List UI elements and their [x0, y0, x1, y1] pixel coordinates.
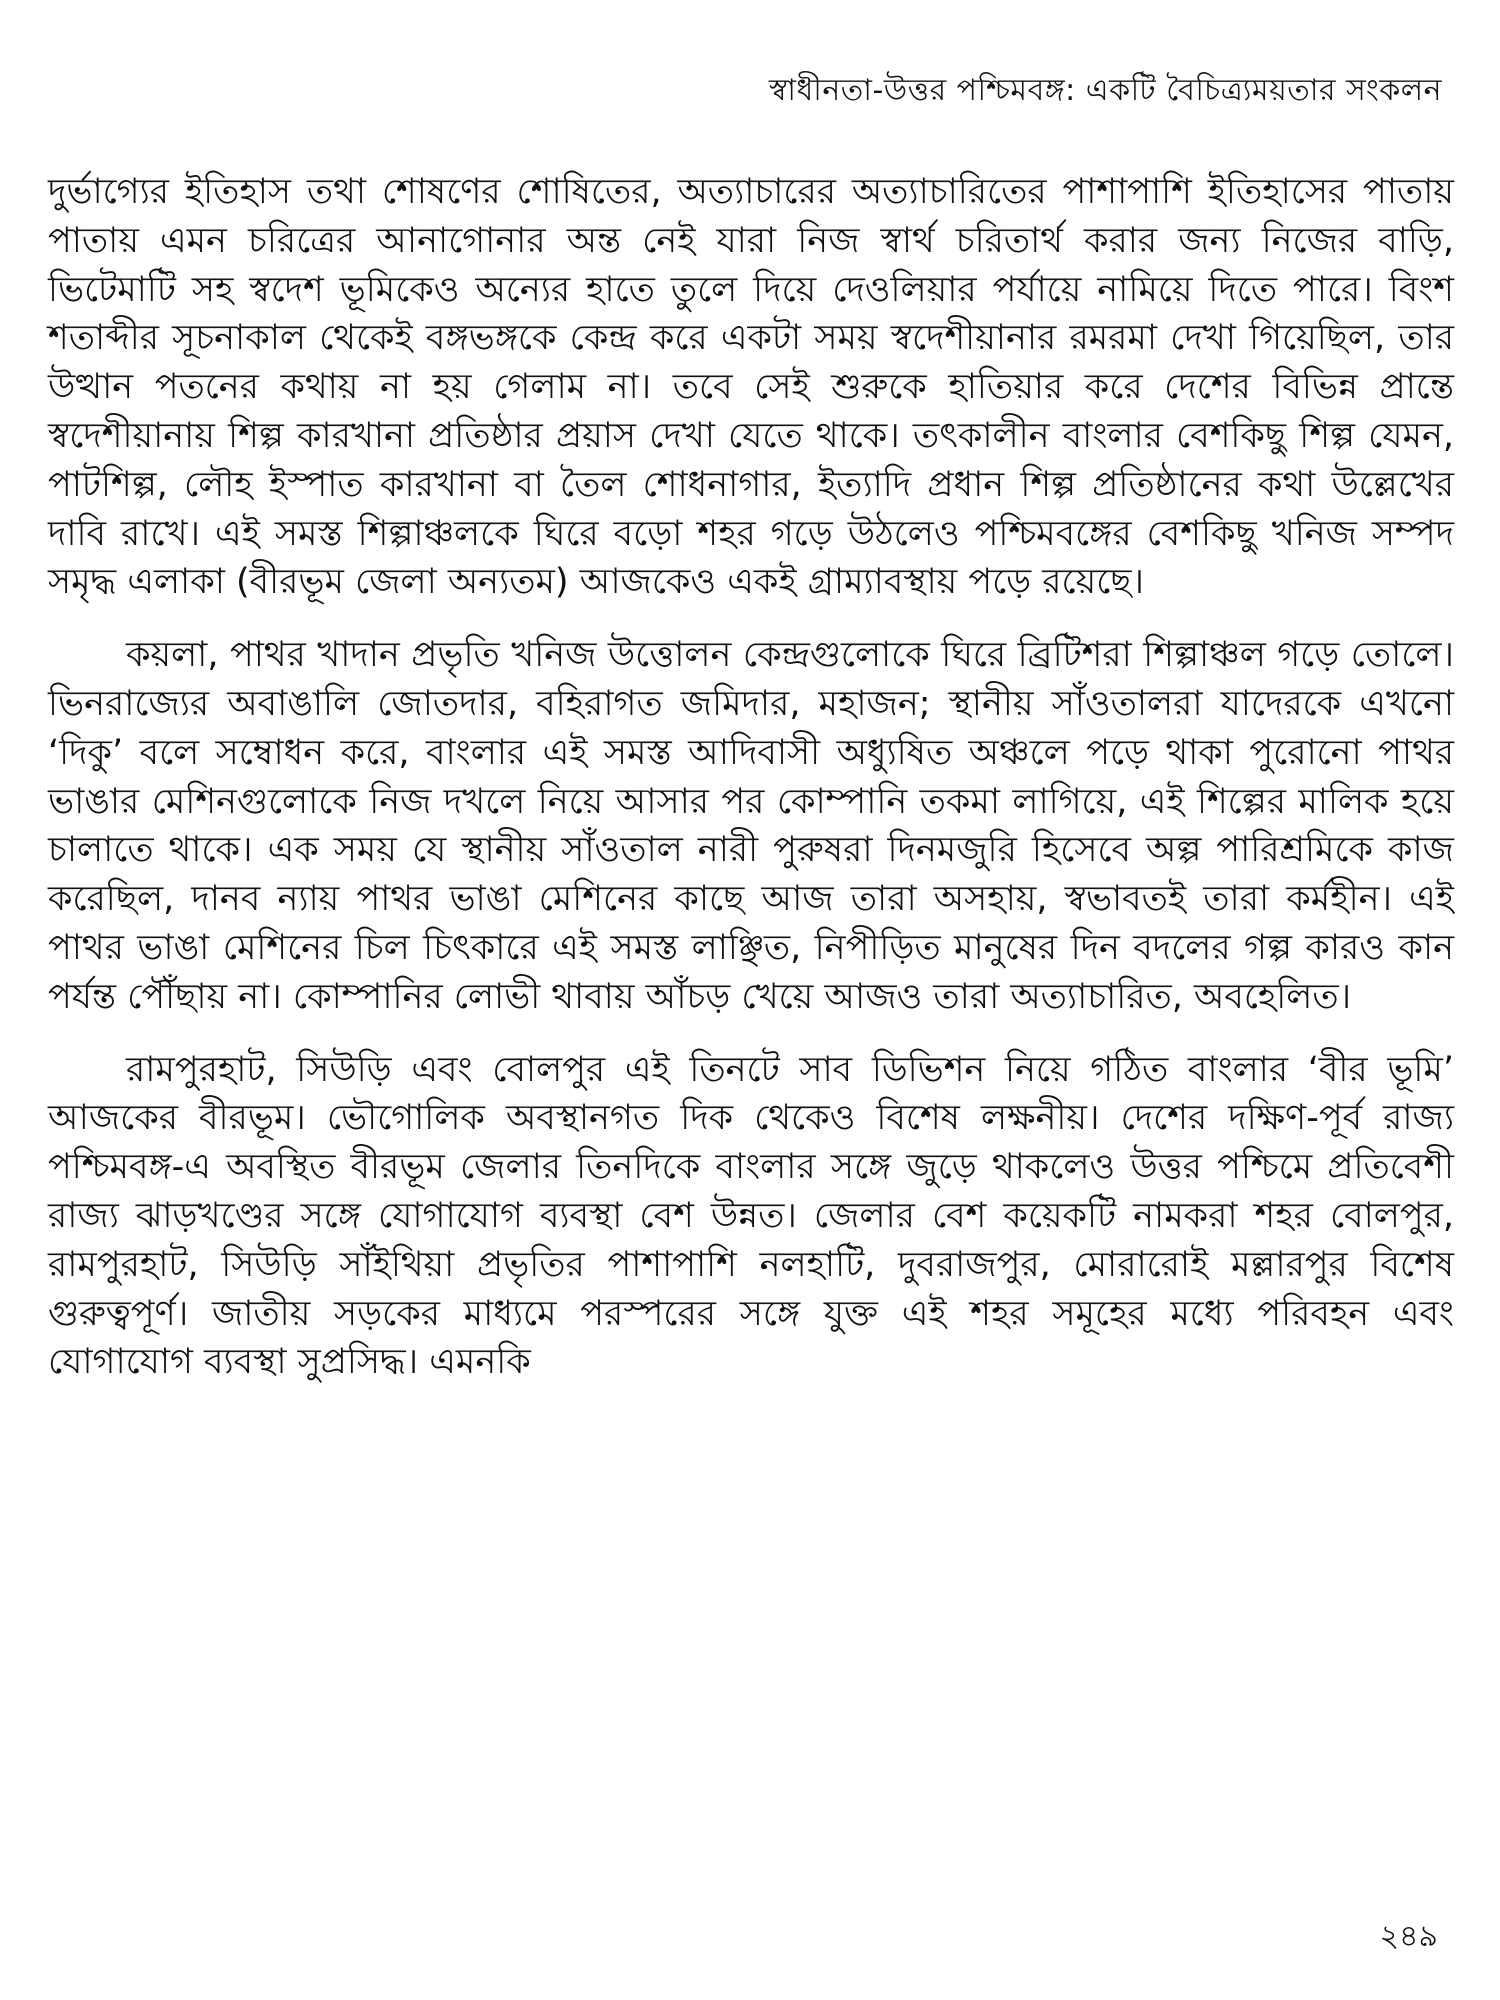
paragraph-1: দুর্ভাগ্যের ইতিহাস তথা শোষণের শোষিতের, অত্যাচারের অত্যাচারিতের পাশাপাশি ইতিহাসের পাতায় পাতায় এমন চরিত্রের আনাগোনার অন্ত নেই যারা নিজ স্বার্থ চরিতার্থ করার জন্য নিজের বাড়ি, ভিটেমাটি সহ স্বদেশ ভূমিকেও অন্যের হাতে তুলে দিয়ে দেওলিয়ার পর্যায়ে নামিয়ে দিতে পারে। বিংশ শতাব্দীর সূচনাকাল থেকেই বঙ্গভঙ্গকে কেন্দ্র করে একটা সময় স্বদেশীয়ানার রমরমা দেখা গিয়েছিল, তার উত্থান পতনের কথায় না হয় গেলাম না। তবে সেই শুরুকে হাতিয়ার করে দেশের বিভিন্ন প্রান্তে স্বদেশীয়ানায় শিল্প কারখানা প্রতিষ্ঠার প্রয়াস দেখা যেতে থাকে। তৎকালীন বাংলার বেশকিছু শিল্প যেমন, পাটশিল্প, লৌহ ইস্পাত কারখানা বা তৈল শোধনাগার, ইত্যাদি প্রধান শিল্প প্রতিষ্ঠানের কথা উল্লেখের দাবি রাখে। এই সমস্ত শিল্পাঞ্চলকে ঘিরে বড়ো শহর গড়ে উঠলেও পশ্চিমবঙ্গের বেশকিছু খনিজ সম্পদ সমৃদ্ধ এলাকা (বীরভূম জেলা অন্যতম) আজকেও একই গ্রাম্যাবস্থায় পড়ে রয়েছে।	[48, 172, 1454, 603]
body-text	[48, 168, 1454, 1411]
paragraph-2: কয়লা, পাথর খাদান প্রভৃতি খনিজ উত্তোলন কেন্দ্রগুলোকে ঘিরে ব্রিটিশরা শিল্পাঞ্চল গড়ে তোলে। ভিনরাজ্যের অবাঙালি জোতদার, বহিরাগত জমিদার, মহাজন; স্থানীয় সাঁওতালরা যাদেরকে এখনো ‘দিকু’ বলে সম্বোধন করে, বাংলার এই সমস্ত আদিবাসী অধ্যুষিত অঞ্চলে পড়ে থাকা পুরোনো পাথর ভাঙার মেশিনগুলোকে নিজ দখলে নিয়ে আসার পর কোম্পানি তকমা লাগিয়ে, এই শিল্পের মালিক হয়ে চালাতে থাকে। এক সময় যে স্থানীয় সাঁওতাল নারী পুরুষরা দিনমজুরি হিসেবে অল্প পারিশ্রমিকে কাজ করেছিল, দানব ন্যায় পাথর ভাঙা মেশিনের কাছে আজ তারা অসহায়, স্বভাবতই তারা কর্মহীন। এই পাথর ভাঙা মেশিনের চিল চিৎকারে এই সমস্ত লাঞ্ছিত, নিপীড়িত মানুষের দিন বদলের গল্প কারও কান পর্যন্ত পৌঁছায় না। কোম্পানির লোভী থাবায় আঁচড় খেয়ে আজও তারা অত্যাচারিত, অবহেলিত।	[48, 635, 1454, 1017]
page-number: ২৪৯	[1379, 1919, 1438, 1954]
paragraph-3: রামপুরহাট, সিউড়ি এবং বোলপুর এই তিনটে সাব ডিভিশন নিয়ে গঠিত বাংলার ‘বীর ভূমি’ আজকের বীরভূম। ভৌগোলিক অবস্থানগত দিক থেকেও বিশেষ লক্ষনীয়। দেশের দক্ষিণ-পূর্ব রাজ্য পশ্চিমবঙ্গ-এ অবস্থিত বীরভূম জেলার তিনদিকে বাংলার সঙ্গে জুড়ে থাকলেও উত্তর পশ্চিমে প্রতিবেশী রাজ্য ঝাড়খণ্ডের সঙ্গে যোগাযোগ ব্যবস্থা বেশ উন্নত। জেলার বেশ কয়েকটি নামকরা শহর বোলপুর, রামপুরহাট, সিউড়ি সাঁইথিয়া প্রভৃতির পাশাপাশি নলহাটি, দুবরাজপুর, মোরারোই মল্লারপুর বিশেষ গুরুত্বপূর্ণ। জাতীয় সড়কের মাধ্যমে পরস্পরের সঙ্গে যুক্ত এই শহর সমূহের মধ্যে পরিবহন এবং যোগাযোগ ব্যবস্থা সুপ্রসিদ্ধ। এমনকি	[48, 1049, 1454, 1383]
running-header: স্বাধীনতা-উত্তর পশ্চিমবঙ্গ: একটি বৈচিত্র্যময়তার সংকলন	[769, 73, 1442, 108]
